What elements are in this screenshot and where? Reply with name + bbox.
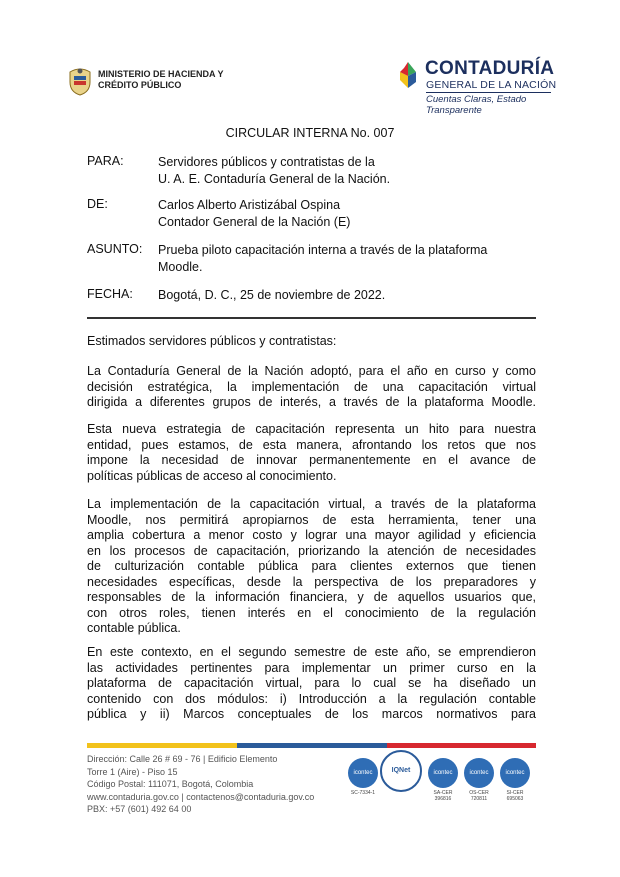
footer-web-email: www.contaduria.gov.co | contactenos@contaduria.gov.co [87,791,315,802]
de-line1: Carlos Alberto Aristizábal Ospina [158,198,341,212]
paragraph-line: impone la necesidad de innovar permanentemente en el avance de [87,453,536,467]
de-value [158,197,538,231]
paragraph-line: Esta nueva estrategia de capacitación representa un hito para nuestra [87,422,536,436]
cgn-tagline: Cuentas Claras, Estado Transparente [426,94,527,116]
paragraph-line: contenido con dos módulos: i) Introducción a la regulación contable [87,691,536,706]
band-yellow [87,743,237,748]
cert-code: SC-7334-1 [350,790,376,796]
cgn-title: CONTADURÍA [425,58,555,79]
paragraph-1 [87,364,536,411]
ministry-name-line1: MINISTERIO DE HACIENDA Y [98,69,224,79]
certification-badge [428,758,458,802]
iqnet-icon: IQNet [380,750,422,792]
cgn-logo [394,58,564,116]
de-label: DE: [87,197,108,211]
para-line1: Servidores públicos y contratistas de la [158,155,375,169]
paragraph-4 [87,645,536,723]
cert-code: OS-CER 720811 [469,790,489,802]
icontec-icon: icontec [428,758,458,788]
greeting: Estimados servidores públicos y contratistas: [87,334,337,348]
cgn-mark-icon [394,60,422,94]
footer-address: Dirección: Calle 26 # 69 - 76 | Edificio Elemento [87,754,278,764]
icontec-icon: icontec [500,758,530,788]
footer-tower: Torre 1 (Aire) - Piso 15 [87,766,178,777]
paragraph-line: entidad, pues estamos, de esta manera, afrontando los retos que nos [87,437,536,452]
para-value [158,154,538,188]
fecha-value: Bogotá, D. C., 25 de noviembre de 2022. [158,288,386,302]
circular-title: CIRCULAR INTERNA No. 007 [225,126,395,140]
de-line2: Contador General de la Nación (E) [158,215,351,229]
paragraph-line: contable pública. [87,621,181,635]
footer-contact [87,753,314,816]
footer-phone: PBX: +57 (601) 492 64 00 [87,804,192,814]
ministry-logo [66,66,241,96]
para-line2: U. A. E. Contaduría General de la Nación. [158,172,391,186]
cgn-subtitle: GENERAL DE LA NACIÓN [426,79,557,91]
paragraph-line: En este contexto, en el segundo semestre de este año, se emprendieron [87,645,536,659]
asunto-line1: Prueba piloto capacitación interna a través de la plataforma [158,243,488,257]
certification-badge [464,758,494,802]
certification-badge [348,758,378,796]
paragraph-line: Moodle, nos permitirá apropiarnos de esta herramienta, tener una [87,512,536,527]
paragraph-line: en los procesos de capacitación, priorizando la atención de necesidades [87,543,536,558]
paragraph-line: responsables de la información financiera, y de aquellos usuarios que, [87,590,536,604]
cert-code: SI-CER 695063 [506,790,524,802]
footer-postal: Código Postal: 111071, Bogotá, Colombia [87,779,254,789]
ministry-name-line2: CRÉDITO PÚBLICO [98,80,182,90]
coat-of-arms-icon [66,66,94,96]
para-label: PARA: [87,154,124,168]
paragraph-line: dirigida a diferentes grupos de interés, a través de la plataforma Moodle. [87,395,536,409]
paragraph-line: amplia cobertura a menor costo y lograr una mayor agilidad y eficiencia [87,528,536,542]
band-red [387,743,536,748]
paragraph-line: La Contaduría General de la Nación adoptó, para el año en curso y como [87,364,536,378]
paragraph-line: necesidades específicas, desde la perspectiva de los preparadores y [87,574,536,589]
paragraph-line: las actividades pertinentes para implementar un primer curso en la [87,660,536,675]
band-blue [237,743,387,748]
paragraph-line: plataforma de capacitación virtual, para lo cual se ha diseñado un [87,676,536,690]
paragraph-line: con otros roles, tienen interés en el conocimiento de la regulación [87,605,536,620]
paragraph-line: políticas públicas de acceso al conocimiento. [87,468,337,483]
cgn-divider [426,92,551,93]
certification-badge [500,758,530,802]
ministry-name [98,69,224,91]
header-divider [87,317,536,319]
paragraph-3 [87,497,536,637]
icontec-icon: icontec [464,758,494,788]
paragraph-line: de culturización contable pública para clientes externos que tienen [87,559,536,573]
asunto-line2: Moodle. [158,260,203,274]
footer-color-band [87,743,536,748]
paragraph-line: decisión estratégica, la implementación de una capacitación virtual [87,379,536,394]
fecha-label: FECHA: [87,287,133,301]
paragraph-line: pública y ii) Marcos conceptuales de los marcos normativos para [87,707,536,721]
cert-code: SA-CER 396816 [433,790,453,802]
asunto-label: ASUNTO: [87,242,143,256]
icontec-icon: icontec [348,758,378,788]
paragraph-line: La implementación de la capacitación virtual, a través de la plataforma [87,497,536,511]
paragraph-2 [87,422,536,484]
asunto-value [158,242,538,276]
